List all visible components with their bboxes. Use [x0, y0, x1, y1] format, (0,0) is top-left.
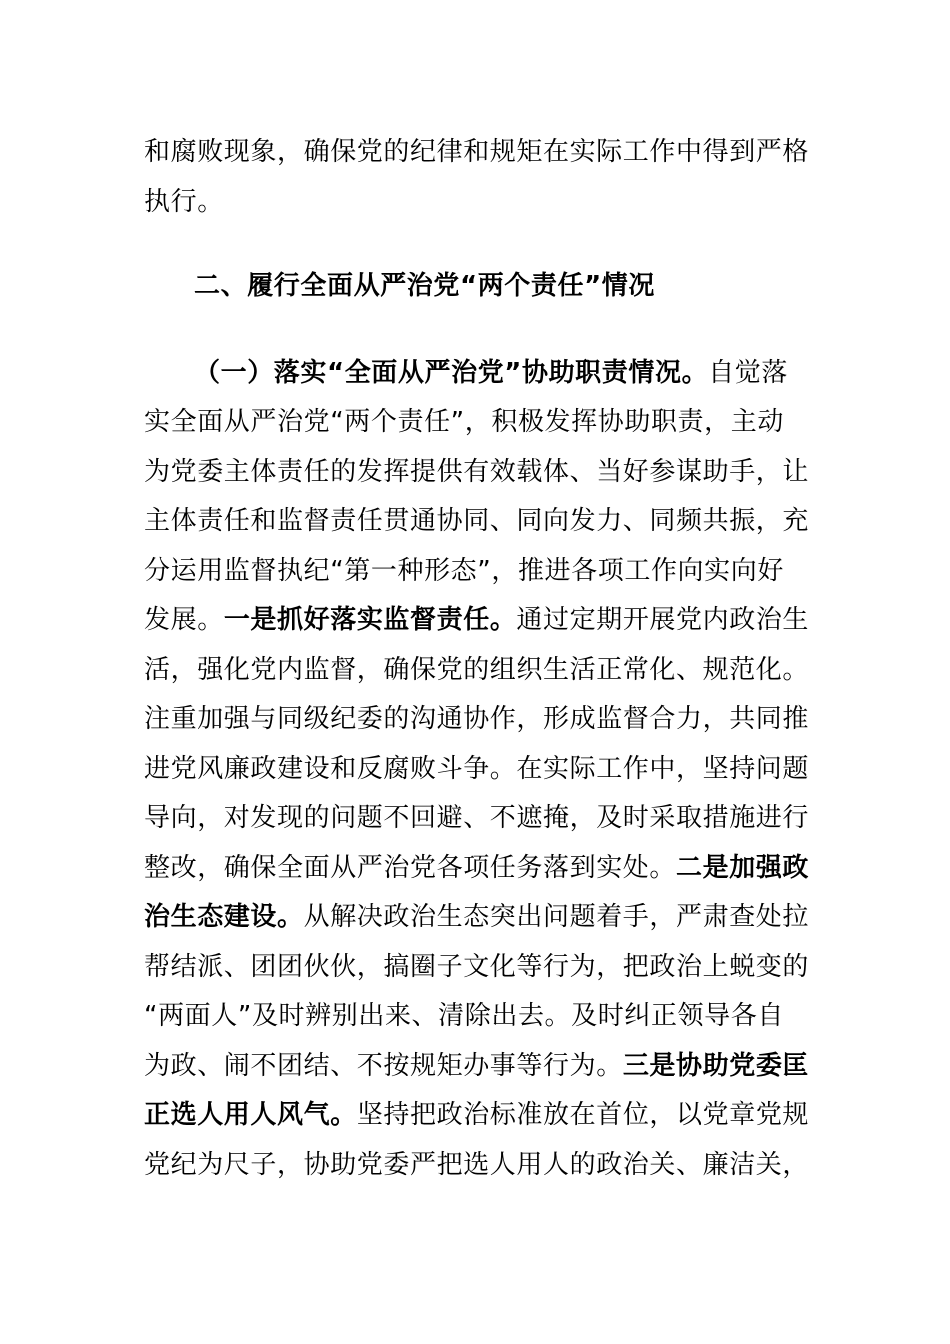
text-line-14	[144, 899, 810, 935]
text-run: 通过定期开展党内政治生	[516, 605, 810, 635]
text-run: 整改，确保全面从严治党各项任务落到实处。	[144, 853, 677, 883]
text-run: 党纪为尺子，协助党委严把选人用人的政治关、廉洁关，	[144, 1150, 810, 1180]
text-run: 帮结派、团团伙伙，搞圈子文化等行为，把政治上蜕变的	[144, 952, 810, 982]
bold-run: 正选人用人风气。	[144, 1100, 357, 1130]
text-line-2	[144, 184, 794, 220]
text-line-17	[144, 1048, 810, 1084]
text-line-16	[144, 998, 794, 1034]
text-run: 从解决政治生态突出问题着手，严肃查处拉	[303, 902, 810, 932]
text-run: 自觉落	[708, 358, 788, 388]
subsection-heading: （一）落实“全面从严治党”协助职责情况。	[194, 358, 709, 388]
subsection-line	[194, 355, 794, 391]
text-line-1	[144, 134, 810, 170]
text-line-8	[144, 602, 810, 638]
text-line-4	[144, 404, 794, 440]
text-line-9	[144, 652, 810, 688]
text-run: 和腐败现象，确保党的纪律和规矩在实际工作中得到严格	[144, 137, 810, 167]
bold-run: 二是加强政	[676, 853, 810, 883]
text-run: “两面人”及时辨别出来、清除出去。及时纠正领导各自	[144, 1001, 784, 1031]
text-run: 为政、闹不团结、不按规矩办事等行为。	[144, 1051, 623, 1081]
text-line-10	[144, 701, 810, 737]
heading-text: 二、履行全面从严治党“两个责任”情况	[194, 271, 655, 301]
text-run: 执行。	[144, 187, 224, 217]
text-run: 为党委主体责任的发挥提供有效载体、当好参谋助手，让	[144, 457, 810, 487]
section-heading	[194, 268, 844, 304]
text-line-15	[144, 949, 810, 985]
text-run: 主体责任和监督责任贯通协同、同向发力、同频共振，充	[144, 506, 810, 536]
text-line-11	[144, 751, 810, 787]
text-run: 分运用监督执纪“第一种形态”，推进各项工作向实向好	[144, 556, 784, 586]
text-line-6	[144, 503, 810, 539]
text-run: 坚持把政治标准放在首位，以党章党规	[356, 1100, 810, 1130]
bold-run: 三是协助党委匡	[622, 1051, 810, 1081]
text-line-5	[144, 454, 810, 490]
text-run: 导向，对发现的问题不回避、不遮掩，及时采取措施进行	[144, 803, 810, 833]
text-line-12	[144, 800, 810, 836]
bold-run: 治生态建设。	[144, 902, 304, 932]
text-line-18	[144, 1097, 810, 1133]
text-line-13	[144, 850, 810, 886]
text-line-19	[144, 1147, 810, 1183]
text-line-7	[144, 553, 794, 589]
text-run: 发展。	[144, 605, 224, 635]
text-run: 注重加强与同级纪委的沟通协作，形成监督合力，共同推	[144, 704, 810, 734]
text-run: 进党风廉政建设和反腐败斗争。在实际工作中，坚持问题	[144, 754, 810, 784]
text-run: 实全面从严治党“两个责任”，积极发挥协助职责，主动	[144, 407, 784, 437]
text-run: 活，强化党内监督，确保党的组织生活正常化、规范化。	[144, 655, 810, 685]
bold-run: 一是抓好落实监督责任。	[223, 605, 517, 635]
